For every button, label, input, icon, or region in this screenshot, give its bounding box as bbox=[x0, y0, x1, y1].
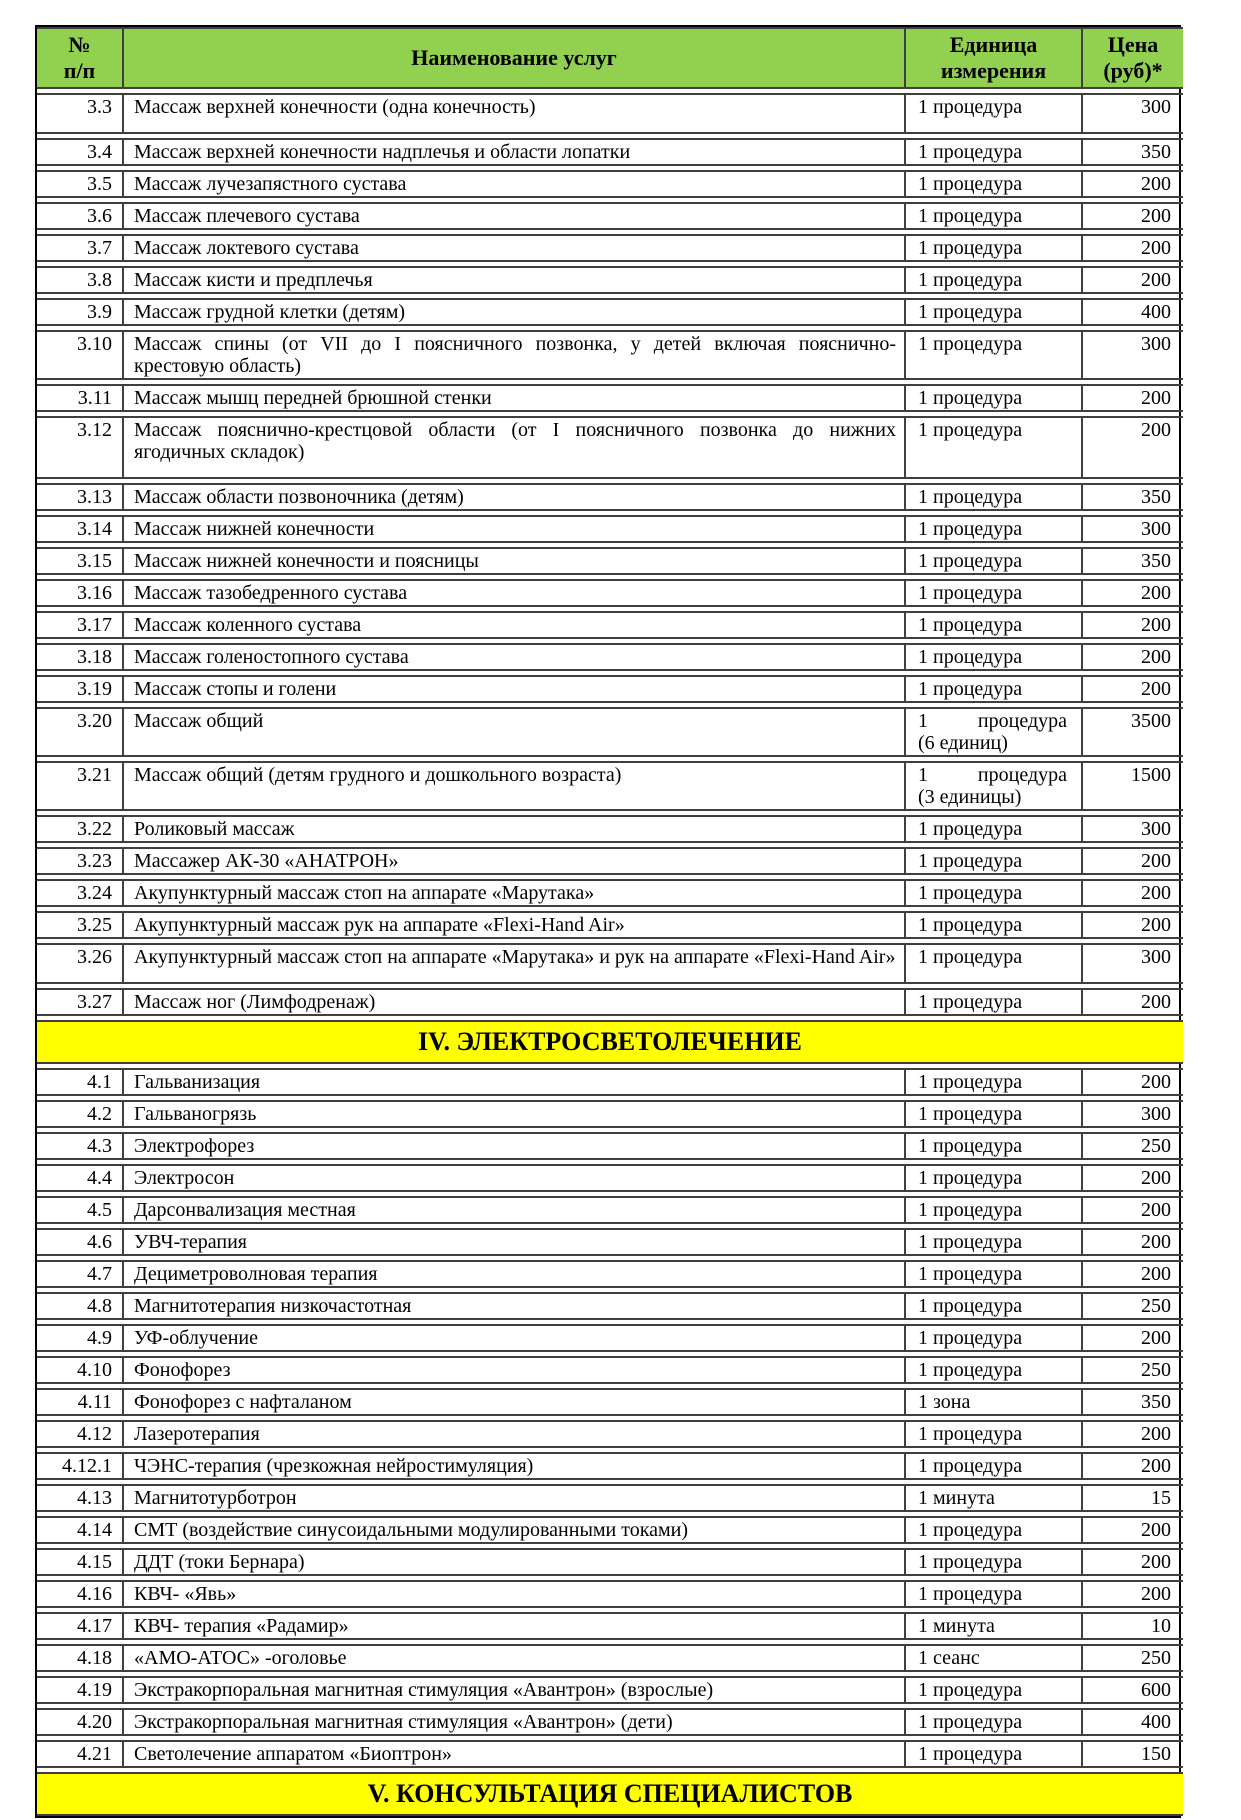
price-cell: 200 bbox=[1081, 1324, 1183, 1352]
header-unit-line2: измерения bbox=[940, 58, 1047, 83]
row-number-cell: 3.23 bbox=[37, 847, 122, 875]
row-number-cell: 3.4 bbox=[37, 138, 122, 166]
unit-cell: 1 процедура bbox=[904, 384, 1081, 412]
table-row bbox=[37, 1644, 1183, 1672]
unit-cell: 1 процедура bbox=[904, 1068, 1081, 1096]
price-cell: 15 bbox=[1081, 1484, 1183, 1512]
row-number-cell: 4.12.1 bbox=[37, 1452, 122, 1480]
table-row bbox=[37, 1068, 1183, 1096]
unit-cell: 1 сеанс bbox=[904, 1644, 1081, 1672]
service-name-cell: УВЧ-терапия bbox=[122, 1228, 904, 1256]
table-row bbox=[37, 943, 1183, 984]
section-header-row bbox=[37, 1020, 1183, 1064]
service-name-cell: Массаж верхней конечности (одна конечность) bbox=[122, 93, 904, 134]
unit-cell: 1 процедура bbox=[904, 943, 1081, 984]
table-row bbox=[37, 483, 1183, 511]
table-row bbox=[37, 234, 1183, 262]
row-number-cell: 4.20 bbox=[37, 1708, 122, 1736]
service-name-cell: Массаж пояснично-крестцовой области (от I поясничного позвонка до нижних ягодичных складок) bbox=[122, 416, 904, 479]
price-cell: 200 bbox=[1081, 170, 1183, 198]
row-number-cell: 3.19 bbox=[37, 675, 122, 703]
table-row bbox=[37, 847, 1183, 875]
table-row bbox=[37, 384, 1183, 412]
price-cell: 350 bbox=[1081, 1388, 1183, 1416]
table-row bbox=[37, 611, 1183, 639]
price-cell: 200 bbox=[1081, 266, 1183, 294]
service-name-cell: Массаж ног (Лимфодренаж) bbox=[122, 988, 904, 1016]
unit-cell: 1 процедура bbox=[904, 1196, 1081, 1224]
row-number-cell: 3.6 bbox=[37, 202, 122, 230]
row-number-cell: 4.1 bbox=[37, 1068, 122, 1096]
service-name-cell: Массаж лучезапястного сустава bbox=[122, 170, 904, 198]
table-row bbox=[37, 515, 1183, 543]
unit-line-1: 1 процедура bbox=[918, 764, 1067, 786]
service-name-cell: Массаж тазобедренного сустава bbox=[122, 579, 904, 607]
row-number-cell: 4.3 bbox=[37, 1132, 122, 1160]
unit-cell: 1 процедура bbox=[904, 579, 1081, 607]
table-header-row bbox=[37, 27, 1183, 89]
row-number-cell: 4.12 bbox=[37, 1420, 122, 1448]
service-name-cell: Дарсонвализация местная bbox=[122, 1196, 904, 1224]
table-row bbox=[37, 707, 1183, 757]
unit-cell: 1 процедура bbox=[904, 1260, 1081, 1288]
unit-line-1: 1 процедура bbox=[918, 710, 1067, 732]
unit-cell: 1 процедура bbox=[904, 1292, 1081, 1320]
table-row bbox=[37, 266, 1183, 294]
price-cell: 300 bbox=[1081, 330, 1183, 380]
price-cell: 600 bbox=[1081, 1676, 1183, 1704]
price-cell: 200 bbox=[1081, 1164, 1183, 1192]
row-number-cell: 3.3 bbox=[37, 93, 122, 134]
price-cell: 200 bbox=[1081, 1196, 1183, 1224]
table-row bbox=[37, 988, 1183, 1016]
service-name-cell: Массаж общий (детям грудного и дошкольного возраста) bbox=[122, 761, 904, 811]
table-row bbox=[37, 1260, 1183, 1288]
service-name-cell: Массаж нижней конечности и поясницы bbox=[122, 547, 904, 575]
service-name-cell: Массаж локтевого сустава bbox=[122, 234, 904, 262]
service-name-cell: «АМО-АТОС» -оголовье bbox=[122, 1644, 904, 1672]
header-unit-col bbox=[904, 27, 1081, 89]
unit-cell: 1 процедура bbox=[904, 1580, 1081, 1608]
row-number-cell: 4.10 bbox=[37, 1356, 122, 1384]
table-row bbox=[37, 1132, 1183, 1160]
service-name-cell: Электрофорез bbox=[122, 1132, 904, 1160]
row-number-cell: 3.5 bbox=[37, 170, 122, 198]
price-cell: 300 bbox=[1081, 815, 1183, 843]
table-row bbox=[37, 1228, 1183, 1256]
price-table-body bbox=[37, 93, 1183, 1816]
price-cell: 200 bbox=[1081, 1260, 1183, 1288]
section-header-row bbox=[37, 1772, 1183, 1816]
row-number-cell: 3.16 bbox=[37, 579, 122, 607]
section-header: IV. ЭЛЕКТРОСВЕТОЛЕЧЕНИЕ bbox=[37, 1020, 1183, 1064]
price-cell: 200 bbox=[1081, 643, 1183, 671]
price-cell: 200 bbox=[1081, 1516, 1183, 1544]
unit-cell: 1 процедура bbox=[904, 1356, 1081, 1384]
header-price-col bbox=[1081, 27, 1183, 89]
service-name-cell: Роликовый массаж bbox=[122, 815, 904, 843]
service-name-cell: Гальваногрязь bbox=[122, 1100, 904, 1128]
price-cell: 200 bbox=[1081, 384, 1183, 412]
price-cell: 350 bbox=[1081, 138, 1183, 166]
row-number-cell: 4.14 bbox=[37, 1516, 122, 1544]
service-name-cell: Массаж общий bbox=[122, 707, 904, 757]
header-price-line2: (руб)* bbox=[1103, 58, 1163, 83]
table-row bbox=[37, 815, 1183, 843]
unit-cell: 1 процедура bbox=[904, 1324, 1081, 1352]
unit-cell: 1 процедура bbox=[904, 515, 1081, 543]
service-name-cell: Фонофорез с нафталаном bbox=[122, 1388, 904, 1416]
service-name-cell: Акупунктурный массаж рук на аппарате «Flexi-Hand Air» bbox=[122, 911, 904, 939]
service-name-cell: УФ-облучение bbox=[122, 1324, 904, 1352]
price-cell: 10 bbox=[1081, 1612, 1183, 1640]
header-name-label: Наименование услуг bbox=[411, 45, 617, 70]
service-name-cell: Электросон bbox=[122, 1164, 904, 1192]
service-name-cell: СМТ (воздействие синусоидальными модулированными токами) bbox=[122, 1516, 904, 1544]
price-cell: 200 bbox=[1081, 1420, 1183, 1448]
unit-cell: 1 минута bbox=[904, 1484, 1081, 1512]
service-name-cell: Акупунктурный массаж стоп на аппарате «Марутака» и рук на аппарате «Flexi-Hand Air» bbox=[122, 943, 904, 984]
unit-cell: 1 процедура bbox=[904, 611, 1081, 639]
row-number-cell: 4.5 bbox=[37, 1196, 122, 1224]
price-cell: 400 bbox=[1081, 1708, 1183, 1736]
unit-cell: 1 процедура bbox=[904, 1516, 1081, 1544]
price-table bbox=[35, 25, 1181, 1818]
price-cell: 250 bbox=[1081, 1132, 1183, 1160]
service-name-cell: КВЧ- «Явь» bbox=[122, 1580, 904, 1608]
unit-cell: 1 процедура bbox=[904, 879, 1081, 907]
price-cell: 300 bbox=[1081, 943, 1183, 984]
unit-line-2: (6 единиц) bbox=[918, 732, 1008, 754]
table-row bbox=[37, 1452, 1183, 1480]
price-cell: 200 bbox=[1081, 879, 1183, 907]
unit-cell: 1 процедура bbox=[904, 1164, 1081, 1192]
section-header: V. КОНСУЛЬТАЦИЯ СПЕЦИАЛИСТОВ bbox=[37, 1772, 1183, 1816]
table-row bbox=[37, 93, 1183, 134]
unit-cell: 1 процедура bbox=[904, 1228, 1081, 1256]
header-num-line2: п/п bbox=[63, 58, 96, 83]
row-number-cell: 4.8 bbox=[37, 1292, 122, 1320]
row-number-cell: 4.15 bbox=[37, 1548, 122, 1576]
header-price-line1: Цена bbox=[1107, 32, 1159, 57]
row-number-cell: 4.2 bbox=[37, 1100, 122, 1128]
service-name-cell: Гальванизация bbox=[122, 1068, 904, 1096]
price-cell: 200 bbox=[1081, 416, 1183, 479]
row-number-cell: 3.18 bbox=[37, 643, 122, 671]
unit-cell: 1 процедура bbox=[904, 847, 1081, 875]
row-number-cell: 3.14 bbox=[37, 515, 122, 543]
service-name-cell: Экстракорпоральная магнитная стимуляция «Авантрон» (взрослые) bbox=[122, 1676, 904, 1704]
service-name-cell: Массаж коленного сустава bbox=[122, 611, 904, 639]
unit-cell: 1 процедура bbox=[904, 170, 1081, 198]
row-number-cell: 3.26 bbox=[37, 943, 122, 984]
header-name-col bbox=[122, 27, 904, 89]
price-cell: 350 bbox=[1081, 547, 1183, 575]
table-row bbox=[37, 675, 1183, 703]
price-cell: 3500 bbox=[1081, 707, 1183, 757]
service-name-cell: Лазеротерапия bbox=[122, 1420, 904, 1448]
unit-cell: 1 процедура bbox=[904, 330, 1081, 380]
service-name-cell: Массаж области позвоночника (детям) bbox=[122, 483, 904, 511]
row-number-cell: 4.9 bbox=[37, 1324, 122, 1352]
row-number-cell: 3.12 bbox=[37, 416, 122, 479]
price-cell: 300 bbox=[1081, 1100, 1183, 1128]
service-name-cell: Массаж плечевого сустава bbox=[122, 202, 904, 230]
unit-cell: 1 процедура bbox=[904, 298, 1081, 326]
unit-cell: 1 процедура bbox=[904, 1740, 1081, 1768]
price-cell: 200 bbox=[1081, 1068, 1183, 1096]
row-number-cell: 4.18 bbox=[37, 1644, 122, 1672]
service-name-cell: Экстракорпоральная магнитная стимуляция «Авантрон» (дети) bbox=[122, 1708, 904, 1736]
unit-cell bbox=[904, 707, 1081, 757]
price-cell: 250 bbox=[1081, 1292, 1183, 1320]
unit-cell: 1 процедура bbox=[904, 266, 1081, 294]
service-name-cell: Светолечение аппаратом «Биоптрон» bbox=[122, 1740, 904, 1768]
unit-cell: 1 процедура bbox=[904, 988, 1081, 1016]
row-number-cell: 3.15 bbox=[37, 547, 122, 575]
unit-cell: 1 процедура bbox=[904, 1100, 1081, 1128]
service-name-cell: Магнитотерапия низкочастотная bbox=[122, 1292, 904, 1320]
price-cell: 300 bbox=[1081, 515, 1183, 543]
table-row bbox=[37, 1292, 1183, 1320]
price-cell: 1500 bbox=[1081, 761, 1183, 811]
table-row bbox=[37, 761, 1183, 811]
header-num-line1: № bbox=[68, 32, 91, 57]
unit-cell: 1 процедура bbox=[904, 911, 1081, 939]
price-cell: 200 bbox=[1081, 202, 1183, 230]
unit-cell: 1 зона bbox=[904, 1388, 1081, 1416]
row-number-cell: 3.21 bbox=[37, 761, 122, 811]
unit-cell: 1 процедура bbox=[904, 1548, 1081, 1576]
price-cell: 350 bbox=[1081, 483, 1183, 511]
price-cell: 200 bbox=[1081, 1452, 1183, 1480]
row-number-cell: 4.11 bbox=[37, 1388, 122, 1416]
service-name-cell: Массаж голеностопного сустава bbox=[122, 643, 904, 671]
row-number-cell: 4.19 bbox=[37, 1676, 122, 1704]
price-cell: 250 bbox=[1081, 1356, 1183, 1384]
price-cell: 200 bbox=[1081, 1228, 1183, 1256]
unit-cell: 1 процедура bbox=[904, 815, 1081, 843]
row-number-cell: 3.9 bbox=[37, 298, 122, 326]
unit-cell bbox=[904, 761, 1081, 811]
service-name-cell: Массаж стопы и голени bbox=[122, 675, 904, 703]
service-name-cell: Массаж нижней конечности bbox=[122, 515, 904, 543]
row-number-cell: 4.13 bbox=[37, 1484, 122, 1512]
table-row bbox=[37, 547, 1183, 575]
table-row bbox=[37, 330, 1183, 380]
price-cell: 400 bbox=[1081, 298, 1183, 326]
price-cell: 200 bbox=[1081, 911, 1183, 939]
table-row bbox=[37, 1196, 1183, 1224]
unit-cell: 1 процедура bbox=[904, 1132, 1081, 1160]
row-number-cell: 3.7 bbox=[37, 234, 122, 262]
service-name-cell: Массаж кисти и предплечья bbox=[122, 266, 904, 294]
table-row bbox=[37, 1548, 1183, 1576]
table-row bbox=[37, 1356, 1183, 1384]
table-row bbox=[37, 1580, 1183, 1608]
service-name-cell: Массажер АК-30 «АНАТРОН» bbox=[122, 847, 904, 875]
table-row bbox=[37, 170, 1183, 198]
price-cell: 200 bbox=[1081, 234, 1183, 262]
unit-cell: 1 минута bbox=[904, 1612, 1081, 1640]
price-cell: 200 bbox=[1081, 675, 1183, 703]
table-row bbox=[37, 1484, 1183, 1512]
unit-cell: 1 процедура bbox=[904, 202, 1081, 230]
header-num-col bbox=[37, 27, 122, 89]
price-cell: 200 bbox=[1081, 847, 1183, 875]
row-number-cell: 4.17 bbox=[37, 1612, 122, 1640]
table-row bbox=[37, 298, 1183, 326]
table-row bbox=[37, 1676, 1183, 1704]
unit-cell: 1 процедура bbox=[904, 483, 1081, 511]
unit-cell: 1 процедура bbox=[904, 138, 1081, 166]
row-number-cell: 3.27 bbox=[37, 988, 122, 1016]
table-row bbox=[37, 1324, 1183, 1352]
service-name-cell: Акупунктурный массаж стоп на аппарате «Марутака» bbox=[122, 879, 904, 907]
price-cell: 150 bbox=[1081, 1740, 1183, 1768]
price-cell: 300 bbox=[1081, 93, 1183, 134]
unit-cell: 1 процедура bbox=[904, 1452, 1081, 1480]
row-number-cell: 4.21 bbox=[37, 1740, 122, 1768]
table-row bbox=[37, 1740, 1183, 1768]
unit-cell: 1 процедура bbox=[904, 675, 1081, 703]
price-cell: 250 bbox=[1081, 1644, 1183, 1672]
row-number-cell: 4.6 bbox=[37, 1228, 122, 1256]
price-cell: 200 bbox=[1081, 988, 1183, 1016]
row-number-cell: 3.17 bbox=[37, 611, 122, 639]
service-name-cell: ЧЭНС-терапия (чрезкожная нейростимуляция) bbox=[122, 1452, 904, 1480]
price-cell: 200 bbox=[1081, 579, 1183, 607]
unit-cell: 1 процедура bbox=[904, 1420, 1081, 1448]
service-name-cell: ДДТ (токи Бернара) bbox=[122, 1548, 904, 1576]
table-row bbox=[37, 879, 1183, 907]
table-row bbox=[37, 1708, 1183, 1736]
row-number-cell: 3.24 bbox=[37, 879, 122, 907]
price-cell: 200 bbox=[1081, 1548, 1183, 1576]
unit-cell: 1 процедура bbox=[904, 416, 1081, 479]
unit-line-2: (3 единицы) bbox=[918, 786, 1022, 808]
table-row bbox=[37, 1164, 1183, 1192]
row-number-cell: 3.13 bbox=[37, 483, 122, 511]
service-name-cell: Массаж верхней конечности надплечья и области лопатки bbox=[122, 138, 904, 166]
service-name-cell: Массаж грудной клетки (детям) bbox=[122, 298, 904, 326]
table-row bbox=[37, 1388, 1183, 1416]
row-number-cell: 3.25 bbox=[37, 911, 122, 939]
service-name-cell: Магнитотурботрон bbox=[122, 1484, 904, 1512]
table-row bbox=[37, 579, 1183, 607]
price-cell: 200 bbox=[1081, 611, 1183, 639]
row-number-cell: 4.7 bbox=[37, 1260, 122, 1288]
table-row bbox=[37, 1516, 1183, 1544]
unit-cell: 1 процедура bbox=[904, 1676, 1081, 1704]
table-row bbox=[37, 911, 1183, 939]
service-name-cell: КВЧ- терапия «Радамир» bbox=[122, 1612, 904, 1640]
row-number-cell: 3.11 bbox=[37, 384, 122, 412]
table-row bbox=[37, 1420, 1183, 1448]
table-row bbox=[37, 138, 1183, 166]
unit-cell: 1 процедура bbox=[904, 547, 1081, 575]
table-row bbox=[37, 1612, 1183, 1640]
row-number-cell: 3.22 bbox=[37, 815, 122, 843]
unit-cell: 1 процедура bbox=[904, 643, 1081, 671]
service-name-cell: Массаж спины (от VII до I поясничного позвонка, у детей включая пояснично-крестовую область) bbox=[122, 330, 904, 380]
unit-cell: 1 процедура bbox=[904, 1708, 1081, 1736]
row-number-cell: 3.8 bbox=[37, 266, 122, 294]
header-unit-line1: Единица bbox=[949, 32, 1038, 57]
row-number-cell: 3.20 bbox=[37, 707, 122, 757]
service-name-cell: Дециметроволновая терапия bbox=[122, 1260, 904, 1288]
unit-cell: 1 процедура bbox=[904, 234, 1081, 262]
table-row bbox=[37, 643, 1183, 671]
service-name-cell: Массаж мышц передней брюшной стенки bbox=[122, 384, 904, 412]
row-number-cell: 3.10 bbox=[37, 330, 122, 380]
price-cell: 200 bbox=[1081, 1580, 1183, 1608]
service-name-cell: Фонофорез bbox=[122, 1356, 904, 1384]
row-number-cell: 4.16 bbox=[37, 1580, 122, 1608]
unit-cell: 1 процедура bbox=[904, 93, 1081, 134]
table-row bbox=[37, 202, 1183, 230]
table-row bbox=[37, 1100, 1183, 1128]
table-row bbox=[37, 416, 1183, 479]
row-number-cell: 4.4 bbox=[37, 1164, 122, 1192]
